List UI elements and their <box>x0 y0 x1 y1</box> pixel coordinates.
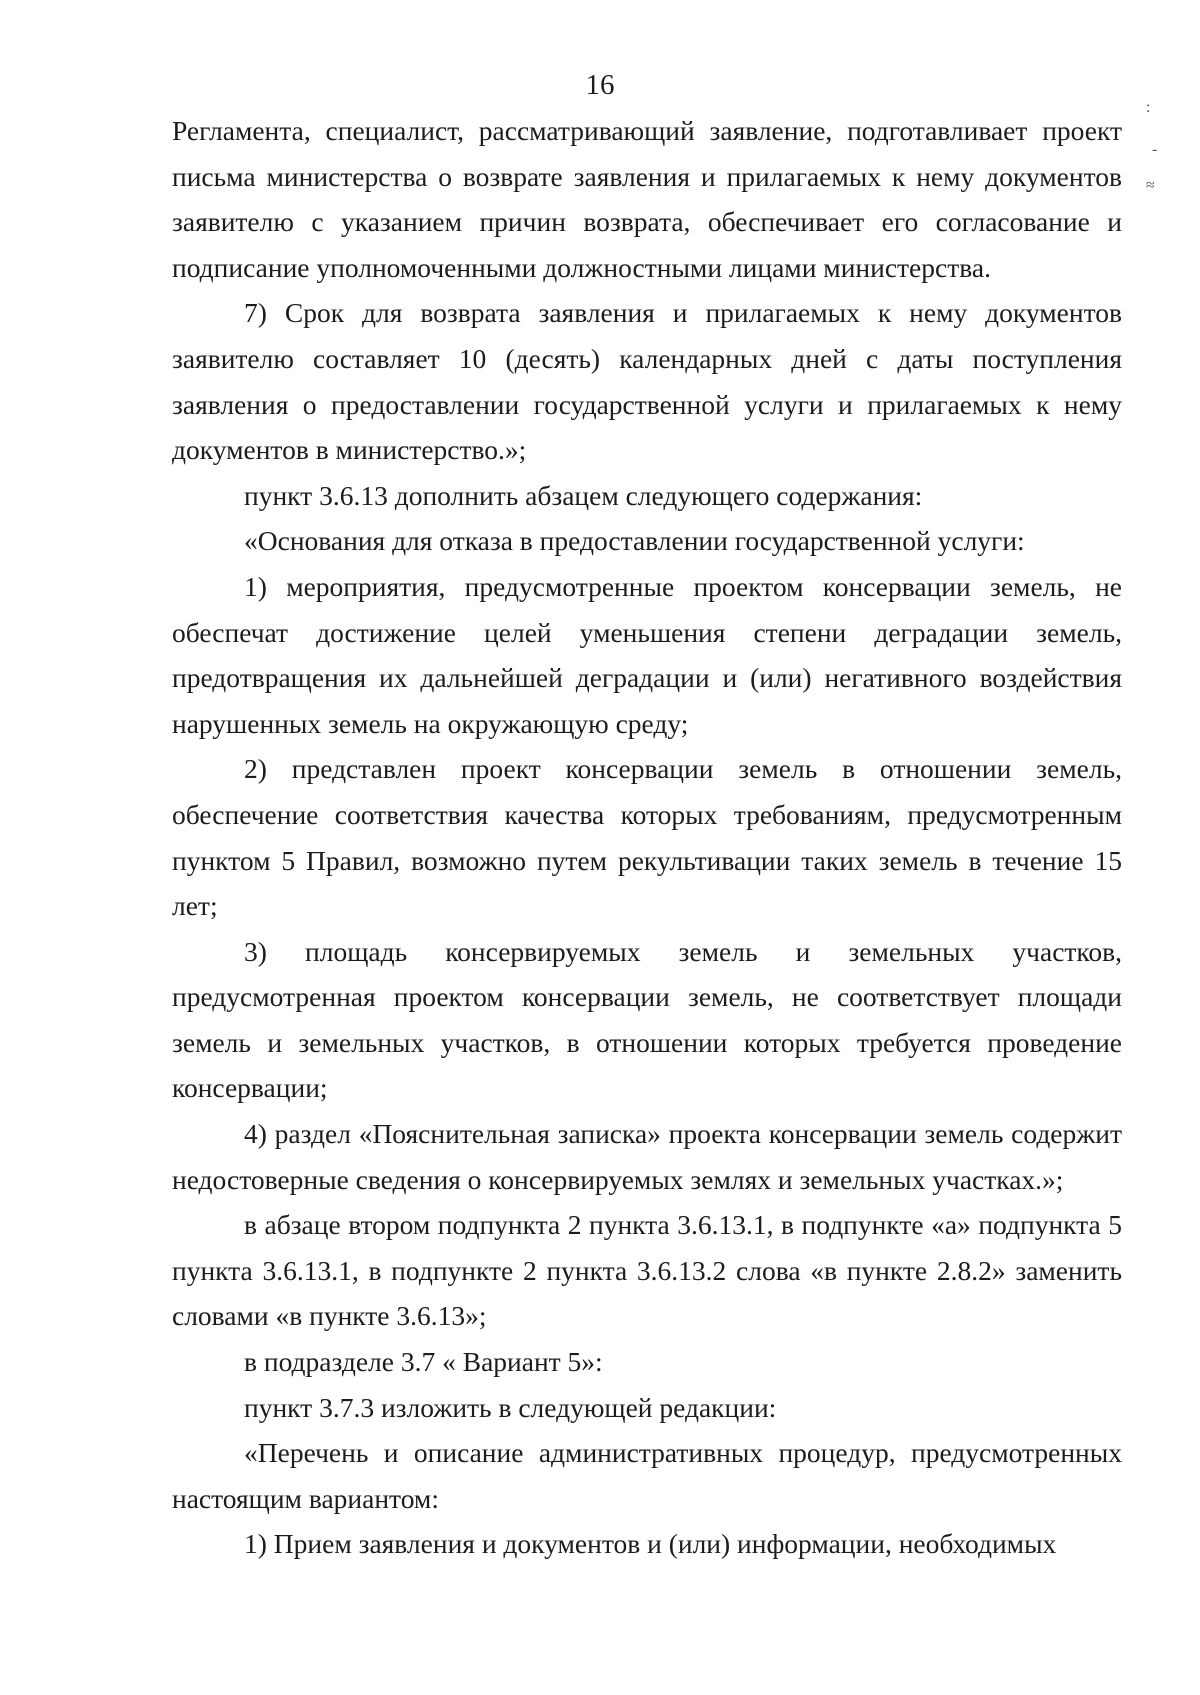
paragraph-refusal-grounds-heading: «Основания для отказа в предоставлении государственной услуги: <box>244 525 1025 557</box>
paragraph-regulation-continuation: Регламента, специалист, рассматривающий заявление, подготавливает проект письма министерства о возврате заявления и прилагаемых к нему документов заявителю с указанием причин возврата, обеспечивает его согласование и подписание уполномоченными должностными лицами министерства. <box>172 115 1122 283</box>
margin-mark-dash: - <box>1152 141 1158 158</box>
paragraph-item-7-return-deadline: 7) Срок для возврата заявления и прилагаемых к нему документов заявителю составляет 10 (десять) календарных дней с даты поступления заявления о предоставлении государственной услуги и прилагаемых к нему документов в министерство.»; <box>172 297 1122 466</box>
paragraph-replace-words: в абзаце втором подпункта 2 пункта 3.6.13.1, в подпункте «а» подпункта 5 пункта 3.6.13.1, в подпункте 2 пункта 3.6.13.2 слова «в пункте 2.8.2» заменить словами «в пункте 3.6.13»; <box>172 1209 1122 1332</box>
page-number: 16 <box>585 69 615 101</box>
paragraph-procedure-1: 1) Прием заявления и документов и (или) информации, необходимых <box>244 1528 1057 1560</box>
paragraph-refusal-ground-2: 2) представлен проект консервации земель в отношении земель, обеспечение соответствия качества которых требованиям, предусмотренным пунктом 5 Правил, возможно путем рекультивации таких земель в течение 15 лет; <box>172 753 1122 922</box>
margin-mark-bottom: ≈ <box>1146 177 1155 194</box>
paragraph-refusal-ground-3: 3) площадь консервируемых земель и земельных участков, предусмотренная проектом консервации земель, не соответствует площади земель и земельных участков, в отношении которых требуется проведение консервации; <box>172 935 1122 1104</box>
paragraph-subsection-3-7: в подразделе 3.7 « Вариант 5»: <box>244 1346 603 1378</box>
margin-mark-top: : <box>1146 99 1151 116</box>
paragraph-amend-3-6-13: пункт 3.6.13 дополнить абзацем следующего содержания: <box>244 479 923 511</box>
paragraph-refusal-ground-1: 1) мероприятия, предусмотренные проектом консервации земель, не обеспечат достижение целей уменьшения степени деградации земель, предотвращения их дальнейшей деградации и (или) негативного воздействия нарушенных земель на окружающую среду; <box>172 570 1122 739</box>
paragraph-procedures-list: «Перечень и описание административных процедур, предусмотренных настоящим вариантом: <box>172 1437 1122 1514</box>
paragraph-refusal-ground-4: 4) раздел «Пояснительная записка» проекта консервации земель содержит недостоверные сведения о консервируемых землях и земельных участках.»; <box>172 1118 1122 1195</box>
document-body <box>172 108 1122 1567</box>
paragraph-item-3-7-3: пункт 3.7.3 изложить в следующей редакции: <box>244 1391 777 1423</box>
